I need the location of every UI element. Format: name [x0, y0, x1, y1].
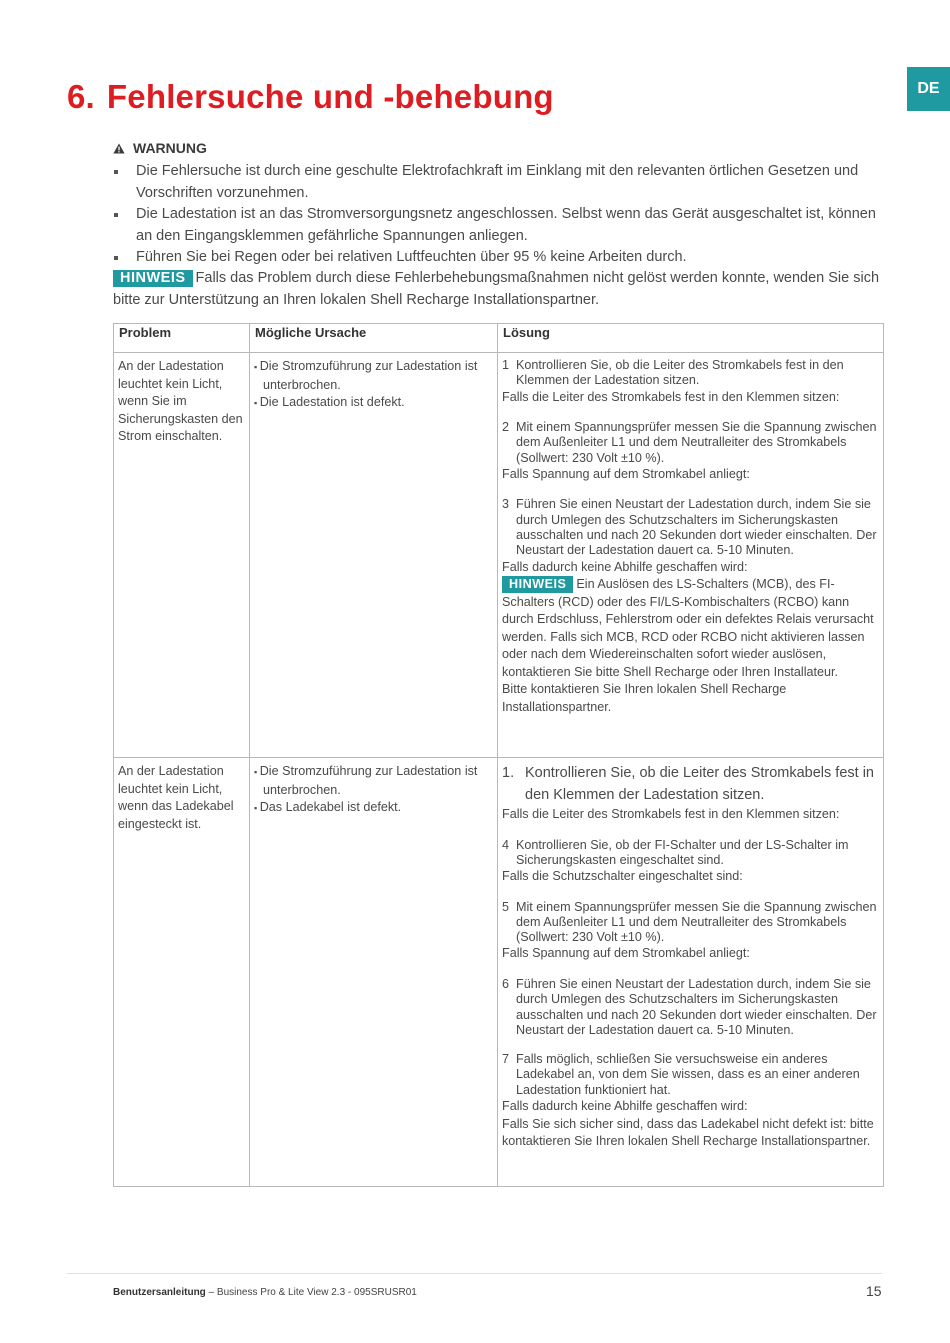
footer-doc-info: – Business Pro & Lite View 2.3 - 095SRUSR01: [205, 1287, 417, 1298]
solution-step: [502, 1052, 879, 1098]
step-number: 3: [502, 497, 510, 512]
warning-item: Die Ladestation ist an das Stromversorgungsnetz angeschlossen. Selbst wenn das Gerät ausgeschaltet ist, können an den Eingangsklemmen gefährliche Spannungen anliegen.: [113, 204, 883, 247]
table-note: [502, 576, 879, 681]
warning-triangle-icon: [113, 143, 125, 154]
step-text: Mit einem Spannungsprüfer messen Sie die Spannung zwischen dem Außenleiter L1 und dem Neutralleiter des Stromkabels (Sollwert: 230 Volt ±10 %).: [516, 420, 877, 465]
warning-item: Die Fehlersuche ist durch eine geschulte Elektrofachkraft im Einklang mit den relevanten örtlichen Gesetzen und Vorschriften vorzunehmen.: [113, 161, 883, 204]
footer-divider: [67, 1273, 882, 1274]
warning-heading: [113, 140, 207, 156]
step-text: Kontrollieren Sie, ob die Leiter des Stromkabels fest in den Klemmen der Ladestation sitzen.: [525, 765, 874, 803]
solution-step: [502, 763, 879, 806]
page-number: 15: [866, 1283, 882, 1299]
table-note-text: Ein Auslösen des LS-Schalters (MCB), des FI-Schalters (RCD) oder des FI/LS-Kombischalters (RCBO) kann durch Erdschluss, Fehlerstrom oder ein defektes Relais verursacht werden. Falls sich MCB, RCD oder RCBO nicht aktivieren lassen oder nach dem Wiedereinschalten sofort wieder auslösen, kontaktieren Sie bitte Shell Recharge oder Ihren Installateur.: [502, 577, 874, 679]
hinweis-note: [113, 268, 888, 311]
step-condition: Falls die Schutzschalter eingeschaltet sind:: [502, 869, 743, 884]
cause-cell: [250, 758, 498, 1187]
table-header-row: [114, 324, 884, 353]
header-solution: Lösung: [498, 324, 884, 353]
solution-step: [502, 900, 879, 946]
final-advice: Falls Sie sich sicher sind, dass das Ladekabel nicht defekt ist: bitte kontaktieren Sie Ihren lokalen Shell Recharge Installationspartner.: [502, 1116, 874, 1149]
step-condition: Falls dadurch keine Abhilfe geschaffen wird:: [502, 1099, 748, 1114]
solution-step: [502, 977, 879, 1038]
language-tab: DE: [907, 67, 950, 111]
final-advice: Bitte kontaktieren Sie Ihren lokalen Shell Recharge Installationspartner.: [502, 682, 787, 714]
table-row: [114, 353, 884, 758]
footer: [113, 1287, 417, 1298]
footer-doc-title: Benutzersanleitung: [113, 1287, 206, 1298]
solution-cell: [498, 353, 884, 758]
step-text: Falls möglich, schließen Sie versuchsweise ein anderes Ladekabel an, von dem Sie wissen, dass es an einer anderen Ladestation funktioniert hat.: [516, 1052, 860, 1097]
step-text: Führen Sie einen Neustart der Ladestation durch, indem Sie sie durch Umlegen des Schutzschalters im Sicherungskasten ausschalten und nach 20 Sekunden dort wieder einschalten. Der Neustart der Ladestation dauert ca. 5-10 Minuten.: [516, 976, 877, 1037]
section-title: Fehlersuche und -behebung: [106, 78, 554, 115]
solution-step: [502, 420, 879, 466]
solution-cell: [498, 758, 884, 1187]
step-number: 6: [502, 976, 510, 991]
warning-list: [113, 161, 883, 269]
step-condition: Falls dadurch keine Abhilfe geschaffen wird:: [502, 559, 748, 574]
page-title: [67, 78, 554, 116]
cause-cell: [250, 353, 498, 758]
section-number: 6.: [67, 78, 95, 115]
cause-item: ▪ Die Ladestation ist defekt.: [254, 394, 493, 413]
step-text: Mit einem Spannungsprüfer messen Sie die Spannung zwischen dem Außenleiter L1 und dem Neutralleiter des Stromkabels (Sollwert: 230 Volt ±10 %).: [516, 899, 877, 945]
step-condition: Falls Spannung auf dem Stromkabel anliegt:: [502, 946, 750, 961]
step-number: 5: [502, 899, 510, 914]
solution-step: [502, 838, 879, 869]
problem-cell: An der Ladestation leuchtet kein Licht, wenn das Ladekabel eingesteckt ist.: [114, 758, 250, 1187]
step-number: 4: [502, 837, 510, 852]
step-text: Kontrollieren Sie, ob der FI-Schalter und der LS-Schalter im Sicherungskasten eingeschaltet sind.: [516, 837, 849, 867]
step-condition: Falls Spannung auf dem Stromkabel anliegt:: [502, 466, 750, 481]
header-cause: Mögliche Ursache: [250, 324, 498, 353]
step-text: Kontrollieren Sie, ob die Leiter des Stromkabels fest in den Klemmen der Ladestation sitzen.: [516, 358, 844, 388]
step-condition: Falls die Leiter des Stromkabels fest in den Klemmen sitzen:: [502, 389, 840, 404]
step-text: Führen Sie einen Neustart der Ladestation durch, indem Sie sie durch Umlegen des Schutzschalters im Sicherungskasten ausschalten und nach 20 Sekunden dort wieder einschalten. Der Neustart der Ladestation dauert ca. 5-10 Minuten.: [516, 497, 877, 558]
hinweis-text: Falls das Problem durch diese Fehlerbehebungsmaßnahmen nicht gelöst werden konnte, wenden Sie sich bitte zur Unterstützung an Ihren lokalen Shell Recharge Installationspartner.: [113, 270, 880, 308]
problem-cell: An der Ladestation leuchtet kein Licht, wenn Sie im Sicherungskasten den Strom einschalten.: [114, 353, 250, 758]
warning-label: WARNUNG: [133, 140, 207, 156]
step-number: 7: [502, 1052, 510, 1067]
hinweis-badge: HINWEIS: [502, 576, 573, 593]
hinweis-badge: HINWEIS: [113, 270, 193, 287]
troubleshooting-table: [113, 323, 884, 1187]
cause-item: ▪ Das Ladekabel ist defekt.: [254, 799, 493, 818]
cause-item: ▪ Die Stromzuführung zur Ladestation ist unterbrochen.: [254, 358, 493, 394]
step-number: 1: [502, 358, 510, 372]
warning-item: Führen Sie bei Regen oder bei relativen Luftfeuchten über 95 % keine Arbeiten durch.: [113, 247, 883, 269]
header-problem: Problem: [114, 324, 250, 353]
step-number: 2: [502, 420, 510, 435]
solution-step: [502, 358, 879, 389]
solution-step: [502, 497, 879, 558]
table-row: [114, 758, 884, 1187]
step-condition: Falls die Leiter des Stromkabels fest in den Klemmen sitzen:: [502, 807, 840, 821]
step-number: 1.: [502, 765, 515, 781]
cause-item: ▪ Die Stromzuführung zur Ladestation ist unterbrochen.: [254, 763, 493, 799]
